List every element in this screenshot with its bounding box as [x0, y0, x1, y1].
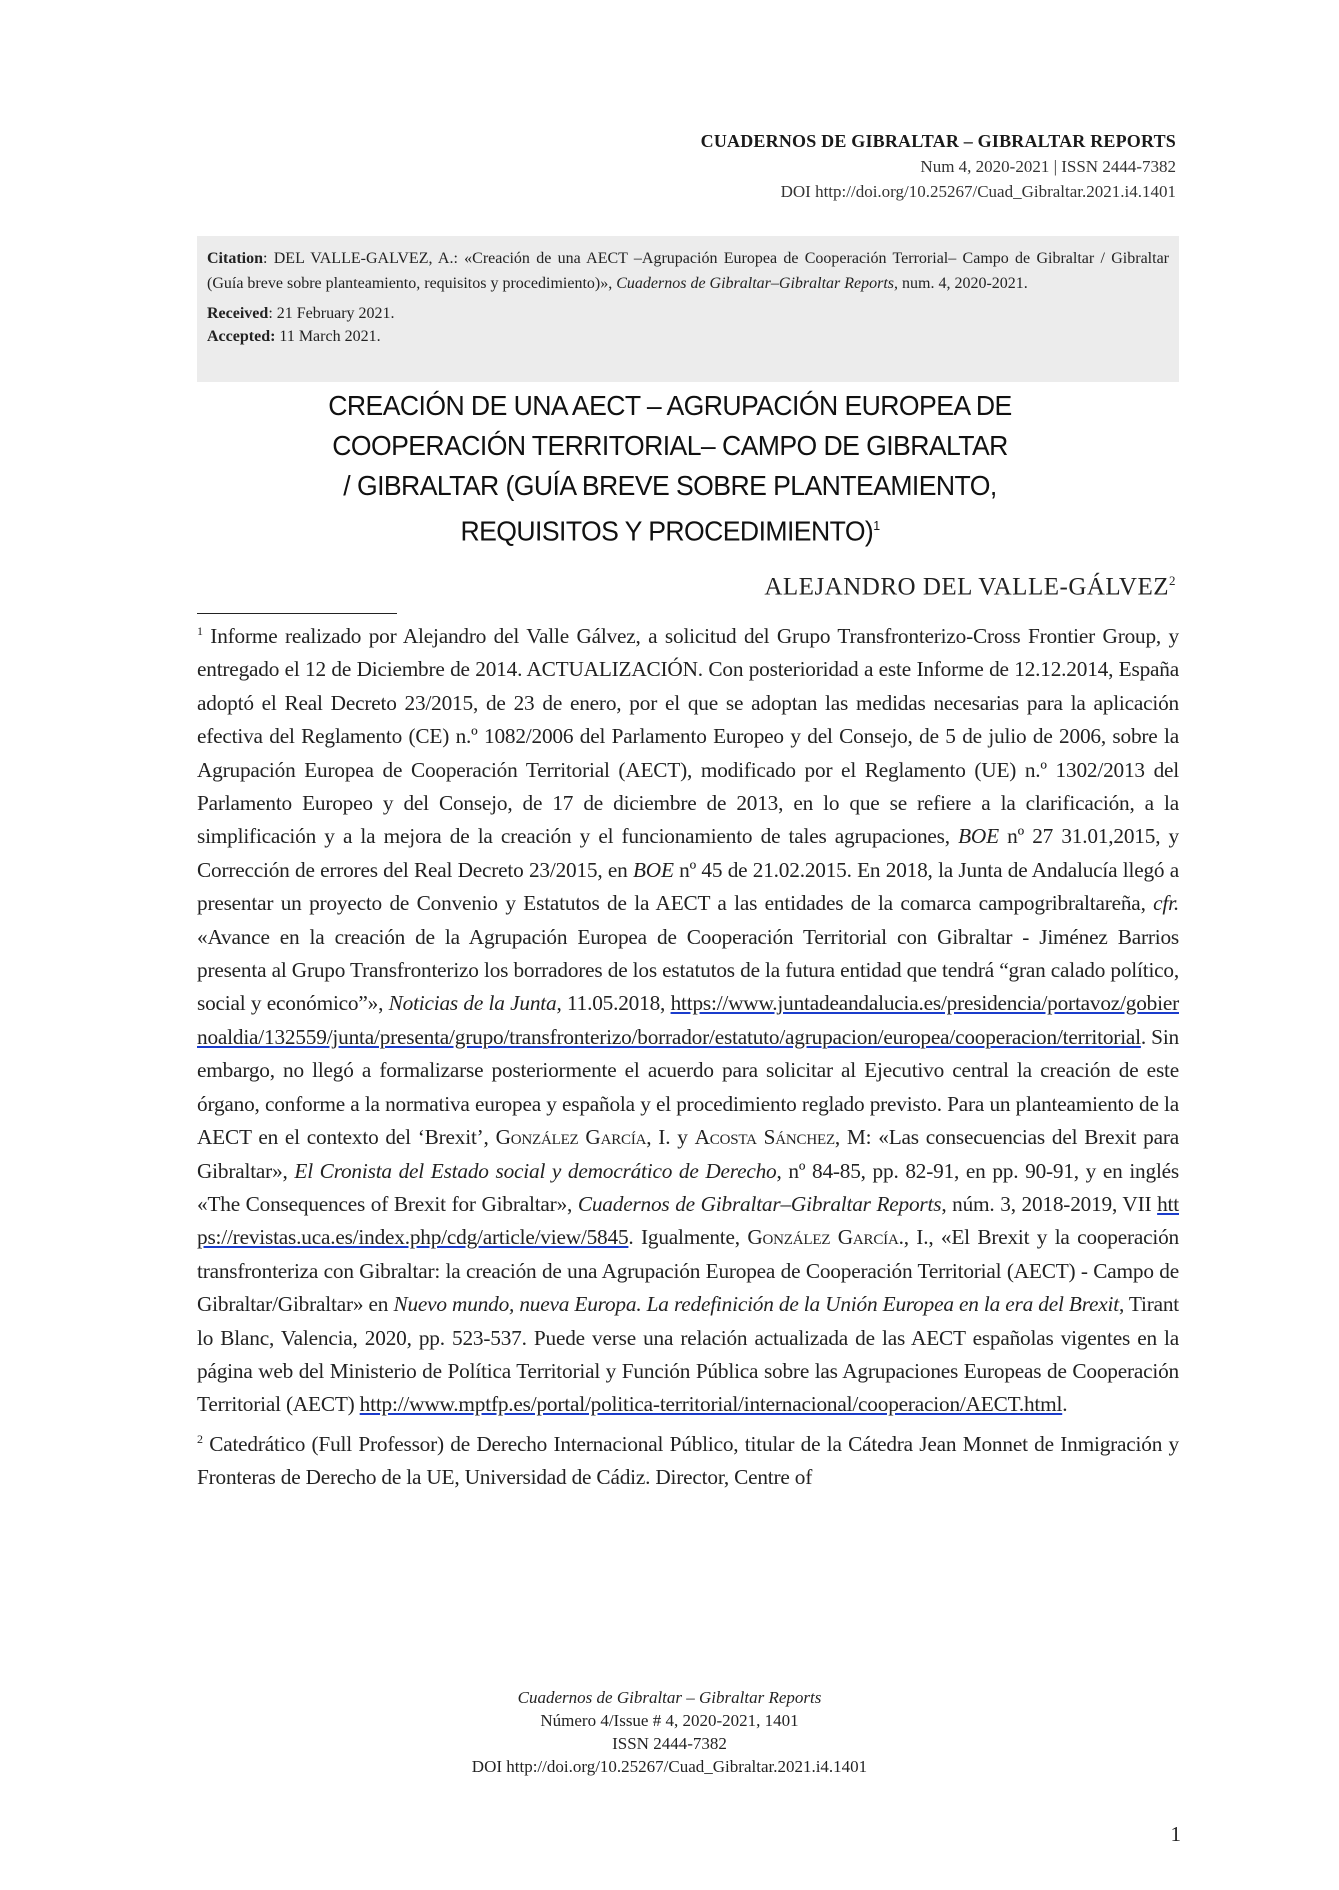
fn1-cfr: cfr. [1153, 891, 1179, 916]
fn2-text: Catedrático (Full Professor) de Derecho Internacional Público, titular de la Cátedra Jean Monnet de Inmigración y Fronteras de Derecho de la UE, Universidad de Cádiz. Director, Centre of [197, 1431, 1179, 1490]
citation-tail: , num. 4, 2020-2021. [894, 275, 1028, 292]
footer-journal: Cuadernos de Gibraltar – Gibraltar Reports [517, 1688, 822, 1707]
page-number: 1 [1170, 1822, 1181, 1846]
accepted-date [207, 325, 1169, 348]
title-line-3: / GIBRALTAR (GUÍA BREVE SOBRE PLANTEAMIENTO, [343, 470, 997, 501]
fn1-text: , I. y [646, 1125, 695, 1150]
fn1-nuevo-mundo: Nuevo mundo, nueva Europa. La redefinición de la Unión Europea en la era del Brexit [393, 1292, 1119, 1317]
author-name: ALEJANDRO DEL VALLE-GÁLVEZ [764, 573, 1169, 601]
fn1-noticias: Noticias de la Junta [388, 991, 557, 1016]
citation-label: Citation [207, 250, 263, 267]
fn1-text: nº 27 31.01,2015, y Corrección de errores del Real Decreto 23/2015, en [197, 824, 1179, 882]
citation-body: : DEL VALLE-GALVEZ, A.: «Creación de una AECT –Agrupación Europea de Cooperación Terrorial– Campo de Gibraltar / Gibraltar (Guía breve sobre planteamiento, requisitos y procedimiento)», [207, 250, 1169, 292]
footnotes [197, 620, 1179, 1501]
citation-text [207, 246, 1169, 296]
dates [207, 302, 1169, 348]
fn1-text: «Avance en la creación de la Agrupación Europea de Cooperación Territorial con Gibraltar - Jiménez Barrios presenta al Grupo Transfronterizo los borradores de los estatutos de la futura entidad que tendrá “gran calado político, social y económico”», [197, 924, 1179, 1016]
page-footer [0, 1686, 1339, 1778]
footnote-2 [197, 1428, 1179, 1495]
journal-issue: Num 4, 2020-2021 | ISSN 2444-7382 [920, 157, 1176, 176]
footer-doi: DOI http://doi.org/10.25267/Cuad_Gibraltar.2021.i4.1401 [471, 1757, 868, 1776]
mptfp-link[interactable]: http://www.mptfp.es/portal/politica-territorial/internacional/cooperacion/AECT.html [359, 1392, 1063, 1417]
fn1-text: . [1062, 1392, 1068, 1417]
received-value: : 21 February 2021. [268, 305, 395, 322]
fn1-text: , M: «Las consecuencias del Brexit para Gibraltar», [197, 1125, 1179, 1183]
footnote-separator [197, 613, 397, 614]
fn1-boe: BOE [958, 824, 999, 849]
fn1-text: , nº 84-85, pp. 82-91, en pp. 90-91, y en inglés «The Consequences of Brexit for Gibraltar», [197, 1158, 1180, 1216]
title-line-4-text: REQUISITOS Y PROCEDIMIENTO) [460, 515, 874, 547]
journal-doi: DOI http://doi.org/10.25267/Cuad_Gibraltar.2021.i4.1401 [780, 182, 1176, 201]
article-title [224, 386, 1117, 551]
title-line-2: COOPERACIÓN TERRITORIAL– CAMPO DE GIBRALTAR [332, 430, 1008, 461]
journal-header [701, 128, 1176, 204]
fn1-text: Informe realizado por Alejandro del Valle Gálvez, a solicitud del Grupo Transfronterizo-Cross Frontier Group, y entregado el 12 de Diciembre de 2014. ACTUALIZACIÓN. Con posterioridad a este Informe de 12.12.2014, España adoptó el Real Decreto 23/2015, de 23 de enero, por el que se adoptan las medidas necesarias para la aplicación efectiva del Reglamento (CE) n.º 1082/2006 del Parlamento Europeo y del Consejo, de 5 de julio de 2006, sobre la Agrupación Europea de Cooperación Territorial (AECT), modificado por el Reglamento (UE) n.º 1302/2013 del Parlamento Europeo y del Consejo, de 17 de diciembre de 2013, en lo que se refiere a la clarificación, a la simplificación y a la mejora de la creación y el funcionamiento de tales agrupaciones, [197, 624, 1179, 849]
received-date [207, 302, 1169, 325]
title-line-1: CREACIÓN DE UNA AECT – AGRUPACIÓN EUROPEA DE [328, 390, 1012, 421]
fn1-cuadernos: Cuadernos de Gibraltar–Gibraltar Reports [577, 1191, 942, 1216]
fn1-text: , núm. 3, 2018-2019, VII [941, 1191, 1158, 1216]
received-label: Received [207, 305, 269, 322]
fn1-text: . Igualmente, [628, 1225, 748, 1250]
accepted-value: 11 March 2021. [275, 328, 381, 345]
footer-issue: Número 4/Issue # 4, 2020-2021, 1401 [540, 1711, 799, 1730]
fn1-text: . Sin embargo, no llegó a formalizarse posteriormente el acuerdo para solicitar al Ejecutivo central la creación de este órgano, conforme a la normativa europea y española y el procedimiento reglado previsto. Para un planteamiento de la AECT en el contexto del ‘Brexit’, [197, 1024, 1179, 1150]
fn1-boe: BOE [632, 857, 674, 882]
fn1-author: González García [495, 1125, 647, 1150]
fn1-cronista: El Cronista del Estado social y democrático de Derecho [294, 1158, 777, 1183]
author [764, 573, 1176, 601]
footnote-1-number: 1 [197, 623, 203, 638]
junta-link[interactable]: https://www.juntadeandalucia.es/presidencia/portavoz/gobiernoaldia/132559/junta/presenta/grupo/transfronterizo/borrador/estatuto/agrupacion/europea/cooperacion/territorial [197, 991, 1179, 1049]
fn1-text: , I., «El Brexit y la cooperación transfronteriza con Gibraltar: la creación de una Agrupación Europea de Cooperación Territorial (AECT) - Campo de Gibraltar/Gibraltar» en [197, 1225, 1179, 1317]
fn1-text: , 11.05.2018, [556, 991, 671, 1016]
fn1-author: González García. [747, 1225, 904, 1250]
title-line-4 [224, 506, 1117, 551]
footnote-1 [197, 620, 1179, 1422]
revistas-link[interactable]: https://revistas.uca.es/index.php/cdg/article/view/5845 [197, 1191, 1179, 1250]
footer-issn: ISSN 2444-7382 [612, 1734, 727, 1753]
fn1-author: Acosta Sánchez [694, 1125, 835, 1150]
fn1-text: nº 45 de 21.02.2015. En 2018, la Junta de Andalucía llegó a presentar un proyecto de Convenio y Estatutos de la AECT a las entidades de la comarca campogribraltareña, [197, 857, 1179, 916]
citation-journal: Cuadernos de Gibraltar–Gibraltar Reports [616, 275, 895, 292]
citation-box [197, 236, 1179, 382]
fn1-text: , Tirant lo Blanc, Valencia, 2020, pp. 523-537. Puede verse una relación actualizada de las AECT españolas vigentes en la página web del Ministerio de Política Territorial y Función Pública sobre las Agrupaciones Europeas de Cooperación Territorial (AECT) [197, 1292, 1180, 1417]
journal-title: CUADERNOS DE GIBRALTAR – GIBRALTAR REPORTS [700, 131, 1176, 151]
accepted-label: Accepted: [207, 328, 276, 345]
title-footnote-ref[interactable]: 1 [873, 518, 880, 533]
author-footnote-ref[interactable]: 2 [1169, 573, 1176, 588]
footnote-2-number: 2 [197, 1431, 203, 1446]
